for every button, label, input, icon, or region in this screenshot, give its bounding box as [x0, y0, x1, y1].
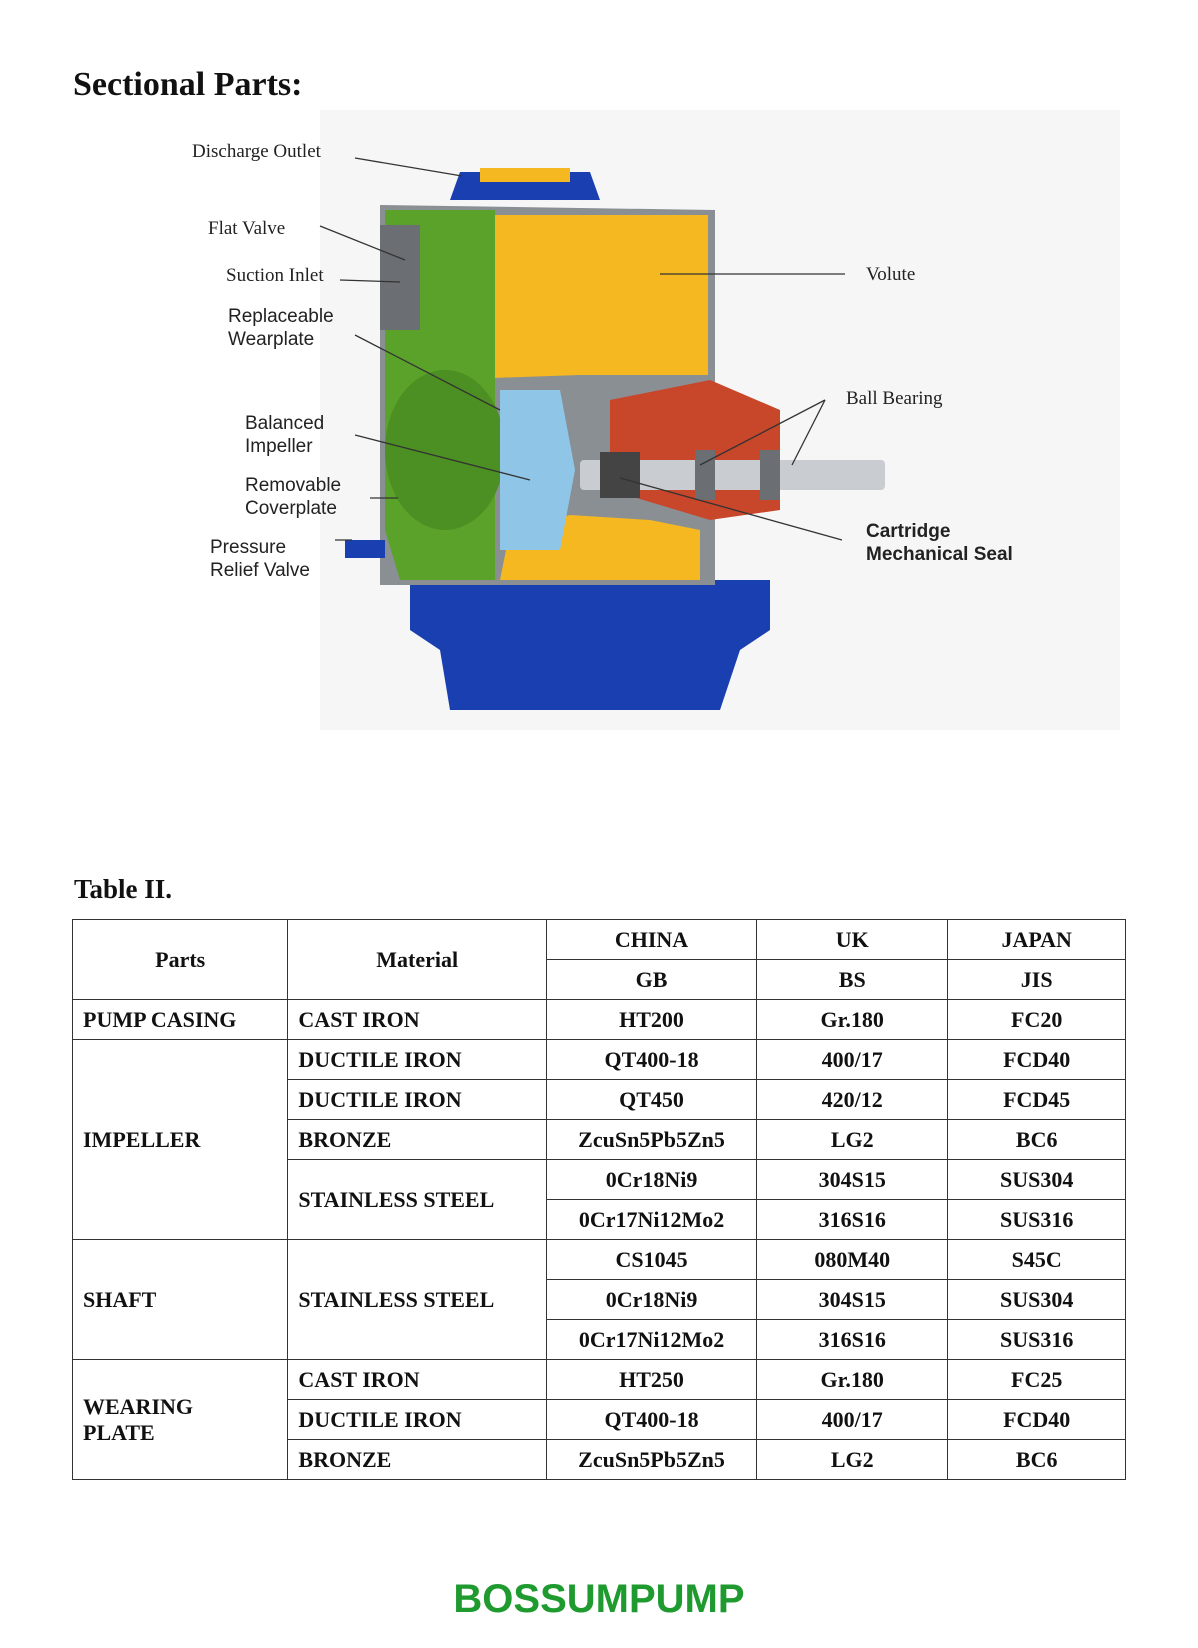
label-coverplate: [245, 474, 341, 520]
material-cell: DUCTILE IRON: [288, 1080, 547, 1120]
label-relief-line-2: Relief Valve: [210, 560, 310, 581]
bs-cell: 316S16: [757, 1320, 948, 1360]
jis-cell: SUS304: [948, 1280, 1126, 1320]
page-title: Sectional Parts:: [73, 66, 303, 103]
label-wearplate-line-2: Wearplate: [228, 329, 315, 350]
jis-cell: FC25: [948, 1360, 1126, 1400]
bs-cell: 400/17: [757, 1040, 948, 1080]
part-cell: IMPELLER: [73, 1040, 288, 1240]
header-china: CHINA: [546, 920, 756, 960]
bs-cell: 400/17: [757, 1400, 948, 1440]
brand-footer: BOSSUMPUMP: [453, 1577, 745, 1621]
label-flat-valve: Flat Valve: [208, 218, 286, 239]
header-bs: BS: [757, 960, 948, 1000]
bearing-2: [695, 450, 715, 500]
material-cell: BRONZE: [288, 1120, 547, 1160]
bs-cell: Gr.180: [757, 1360, 948, 1400]
jis-cell: FCD40: [948, 1040, 1126, 1080]
discharge-opening: [480, 168, 570, 182]
header-uk: UK: [757, 920, 948, 960]
mechanical-seal: [600, 452, 640, 498]
label-impeller-line-1: Balanced: [245, 413, 325, 434]
jis-cell: SUS316: [948, 1200, 1126, 1240]
header-japan: JAPAN: [948, 920, 1126, 960]
label-seal-line-2: Mechanical Seal: [866, 544, 1013, 565]
label-ball-bearing: Ball Bearing: [846, 388, 943, 409]
jis-cell: SUS304: [948, 1160, 1126, 1200]
gb-cell: QT400-18: [546, 1400, 756, 1440]
gb-cell: 0Cr18Ni9: [546, 1280, 756, 1320]
label-wearplate: [228, 305, 334, 351]
gb-cell: 0Cr17Ni12Mo2: [546, 1200, 756, 1240]
gb-cell: QT400-18: [546, 1040, 756, 1080]
gb-cell: HT200: [546, 1000, 756, 1040]
pump-base: [410, 580, 770, 710]
jis-cell: BC6: [948, 1120, 1126, 1160]
label-coverplate-line-2: Coverplate: [245, 498, 337, 519]
label-mechanical-seal: [866, 520, 1013, 566]
table-row: [73, 1040, 1126, 1080]
part-cell: [73, 1360, 288, 1480]
material-cell: CAST IRON: [288, 1000, 547, 1040]
label-volute: Volute: [866, 264, 916, 285]
bs-cell: LG2: [757, 1120, 948, 1160]
label-impeller: [245, 412, 324, 458]
bs-cell: LG2: [757, 1440, 948, 1480]
bs-cell: 080M40: [757, 1240, 948, 1280]
label-seal-line-1: Cartridge: [866, 521, 951, 542]
pump-sectional-diagram: [180, 110, 1140, 770]
label-wearplate-line-1: Replaceable: [228, 306, 334, 327]
table-row: [73, 1240, 1126, 1280]
table-header-row: [73, 920, 1126, 960]
header-material: Material: [288, 920, 547, 1000]
gb-cell: ZcuSn5Pb5Zn5: [546, 1440, 756, 1480]
material-cell: STAINLESS STEEL: [288, 1240, 547, 1360]
bearing-1: [760, 450, 780, 500]
table-row: [73, 1360, 1126, 1400]
jis-cell: SUS316: [948, 1320, 1126, 1360]
label-coverplate-line-1: Removable: [245, 475, 342, 496]
header-jis: JIS: [948, 960, 1126, 1000]
part-cell: PUMP CASING: [73, 1000, 288, 1040]
jis-cell: S45C: [948, 1240, 1126, 1280]
gb-cell: CS1045: [546, 1240, 756, 1280]
label-discharge-outlet: Discharge Outlet: [192, 141, 321, 162]
jis-cell: BC6: [948, 1440, 1126, 1480]
gb-cell: ZcuSn5Pb5Zn5: [546, 1120, 756, 1160]
jis-cell: FCD45: [948, 1080, 1126, 1120]
header-parts: Parts: [73, 920, 288, 1000]
header-gb: GB: [546, 960, 756, 1000]
table-title: Table II.: [74, 874, 173, 904]
material-cell: DUCTILE IRON: [288, 1040, 547, 1080]
label-impeller-line-2: Impeller: [245, 436, 313, 457]
material-cell: CAST IRON: [288, 1360, 547, 1400]
label-suction-inlet: Suction Inlet: [226, 265, 324, 286]
gb-cell: QT450: [546, 1080, 756, 1120]
bs-cell: 316S16: [757, 1200, 948, 1240]
relief-valve-body: [345, 540, 385, 558]
label-relief-line-1: Pressure: [210, 537, 287, 558]
label-relief-valve: [210, 536, 310, 582]
bs-cell: 420/12: [757, 1080, 948, 1120]
impeller: [500, 390, 575, 550]
jis-cell: FC20: [948, 1000, 1126, 1040]
jis-cell: FCD40: [948, 1400, 1126, 1440]
bs-cell: 304S15: [757, 1160, 948, 1200]
part-cell: SHAFT: [73, 1240, 288, 1360]
bs-cell: 304S15: [757, 1280, 948, 1320]
gb-cell: 0Cr17Ni12Mo2: [546, 1320, 756, 1360]
gb-cell: HT250: [546, 1360, 756, 1400]
materials-table: [72, 919, 1126, 1480]
bs-cell: Gr.180: [757, 1000, 948, 1040]
table-row: [73, 1000, 1126, 1040]
part-cell-line-1: WEARING: [83, 1393, 194, 1419]
flat-valve: [380, 225, 420, 330]
volute-chamber: [492, 215, 708, 378]
part-cell-line-2: PLATE: [83, 1419, 155, 1445]
material-cell: BRONZE: [288, 1440, 547, 1480]
material-cell: DUCTILE IRON: [288, 1400, 547, 1440]
coverplate-disc: [385, 370, 505, 530]
gb-cell: 0Cr18Ni9: [546, 1160, 756, 1200]
material-cell: STAINLESS STEEL: [288, 1160, 547, 1240]
